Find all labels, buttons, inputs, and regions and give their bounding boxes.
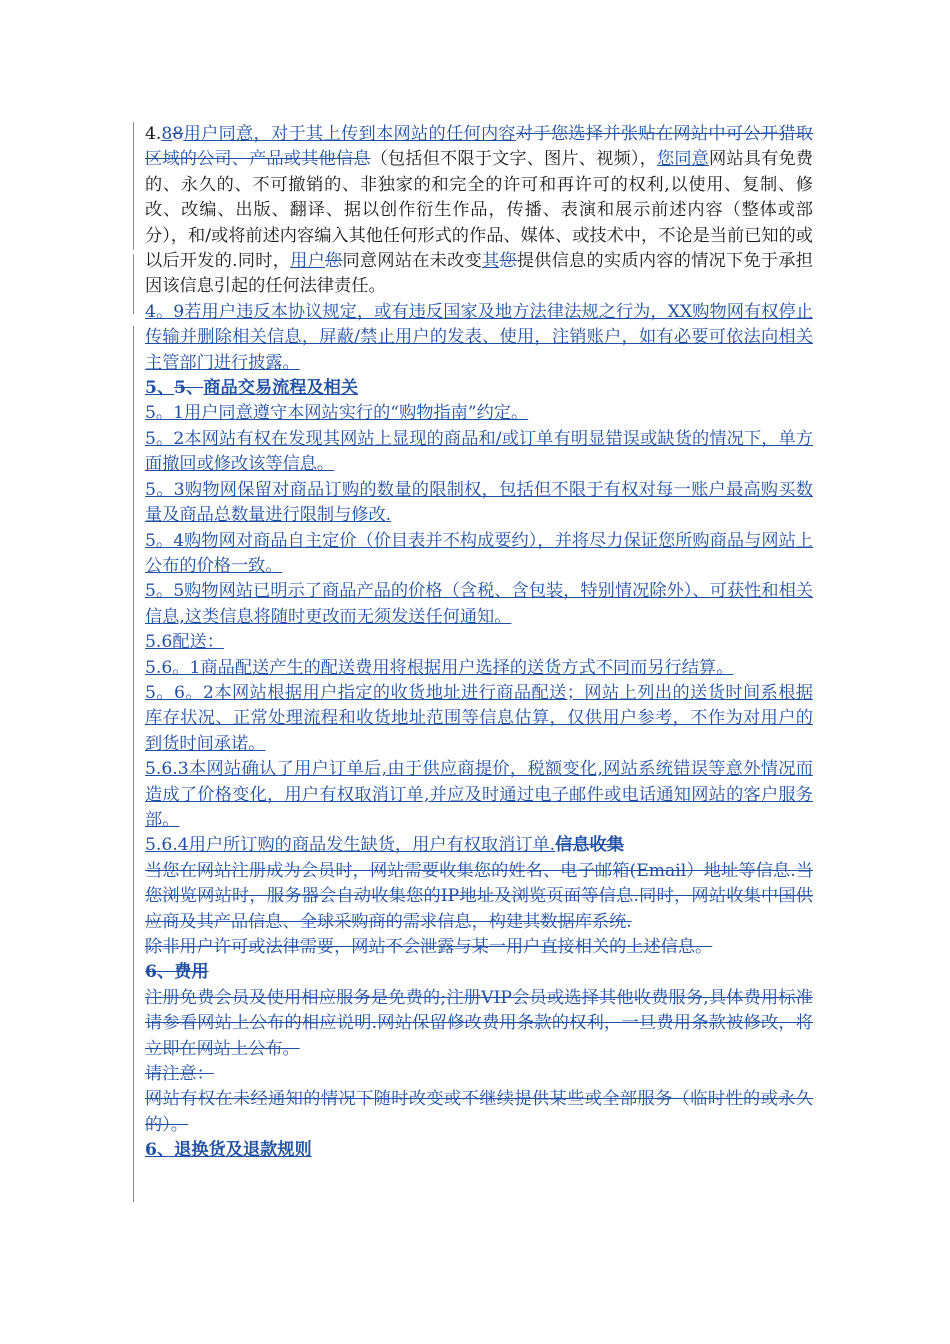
clause-5-6-3: 5.6.3本网站确认了用户订单后,由于供应商提价，税额变化,网站系统错误等意外情况而造成了价格变化，用户有权取消订单,并应及时通过电子邮件或电话通知网站的客户服务部。 bbox=[145, 759, 813, 830]
clause-5-1: 5。1用户同意遵守本网站实行的“购物指南”约定。 bbox=[145, 403, 529, 424]
section-5-heading: 5、5、商品交易流程及相关 bbox=[145, 378, 359, 399]
deleted-notice-label: 请注意： bbox=[145, 1064, 214, 1085]
change-bar bbox=[133, 122, 134, 250]
deleted-fees-text: 注册免费会员及使用相应服务是免费的;注册VIP会员或选择其他收费服务,具体费用标准请参看网站上公布的相应说明.网站保留修改费用条款的权利，一旦费用条款被修改，将立即在网站上公布。 bbox=[145, 987, 813, 1059]
section-6-heading: 6、退换货及退款规则 bbox=[145, 1140, 312, 1161]
document-body bbox=[145, 122, 813, 1164]
paragraph-4-8: 4.88用户同意，对于其上传到本网站的任何内容对于您选择并张贴在网站中可公开猎取区域的公司、产品或其他信息（包括但不限于文字、图片、视频），您同意网站具有免费的、永久的、不可撤销的、非独家的和完全的许可和再许可的权利,以使用、复制、修改、改编、出版、翻译、据以创作衍生作品，传播、表演和展示前述内容（整体或部分），和/或将前述内容编入其他任何形式的作品、媒体、或技术中，不论是当前已知的或以后开发的.同时，用户您同意网站在未改变其您提供信息的实质内容的情况下免于承担因该信息引起的任何法律责任。 bbox=[145, 124, 813, 297]
clause-5-4: 5。4购物网对商品自主定价（价目表并不构成要约），并将尽力保证您所购商品与网站上公布的价格一致。 bbox=[145, 530, 813, 576]
change-bar bbox=[133, 254, 134, 314]
clause-5-6-2: 5。6。2本网站根据用户指定的收货地址进行商品配送；网站上列出的送货时间系根据库存状况、正常处理流程和收货地址范围等信息估算，仅供用户参考，不作为对用户的到货时间承诺。 bbox=[145, 682, 813, 754]
clause-5-3: 5。3购物网保留对商品订购的数量的限制权，包括但不限于有权对每一账户最高购买数量及商品总数量进行限制与修改. bbox=[145, 479, 813, 526]
deleted-fees-heading: 6、费用 bbox=[145, 962, 209, 983]
deleted-notice-text: 网站有权在未经通知的情况下随时改变或不继续提供某些或全部服务（临时性的或永久的）。 bbox=[145, 1089, 813, 1135]
clause-5-6-1: 5.6。1商品配送产生的配送费用将根据用户选择的送货方式不同而另行结算。 bbox=[145, 657, 734, 678]
clause-5-6-4: 5.6.4用户所订购的商品发生缺货，用户有权取消订单.信息收集 bbox=[145, 835, 624, 856]
deleted-disclosure: 除非用户许可或法律需要，网站不会泄露与某一用户直接相关的上述信息。 bbox=[145, 937, 713, 957]
clause-5-5: 5。5购物网站已明示了商品产品的价格（含税、含包装，特别情况除外）、可获性和相关信息,这类信息将随时更改而无须发送任何通知。 bbox=[145, 581, 813, 627]
change-bar bbox=[133, 326, 134, 1202]
clause-5-2: 5。2本网站有权在发现其网站上显现的商品和/或订单有明显错误或缺货的情况下，单方面撤回或修改该等信息。 bbox=[145, 428, 813, 475]
deleted-info-collection: 当您在网站注册成为会员时，网站需要收集您的姓名、电子邮箱(Email）地址等信息.当您浏览网站时，服务器会自动收集您的IP地址及浏览页面等信息.同时，网站收集中国供应商及其产品信息、全球采购商的需求信息，构建其数据库系统. bbox=[145, 860, 813, 932]
paragraph-4-9: 4。9若用户违反本协议规定，或有违反国家及地方法律法规之行为，XX购物网有权停止传输并删除相关信息，屏蔽/禁止用户的发表、使用，注销账户，如有必要可依法向相关主管部门进行披露。 bbox=[145, 301, 813, 373]
clause-5-6: 5.6配送： bbox=[145, 632, 224, 653]
